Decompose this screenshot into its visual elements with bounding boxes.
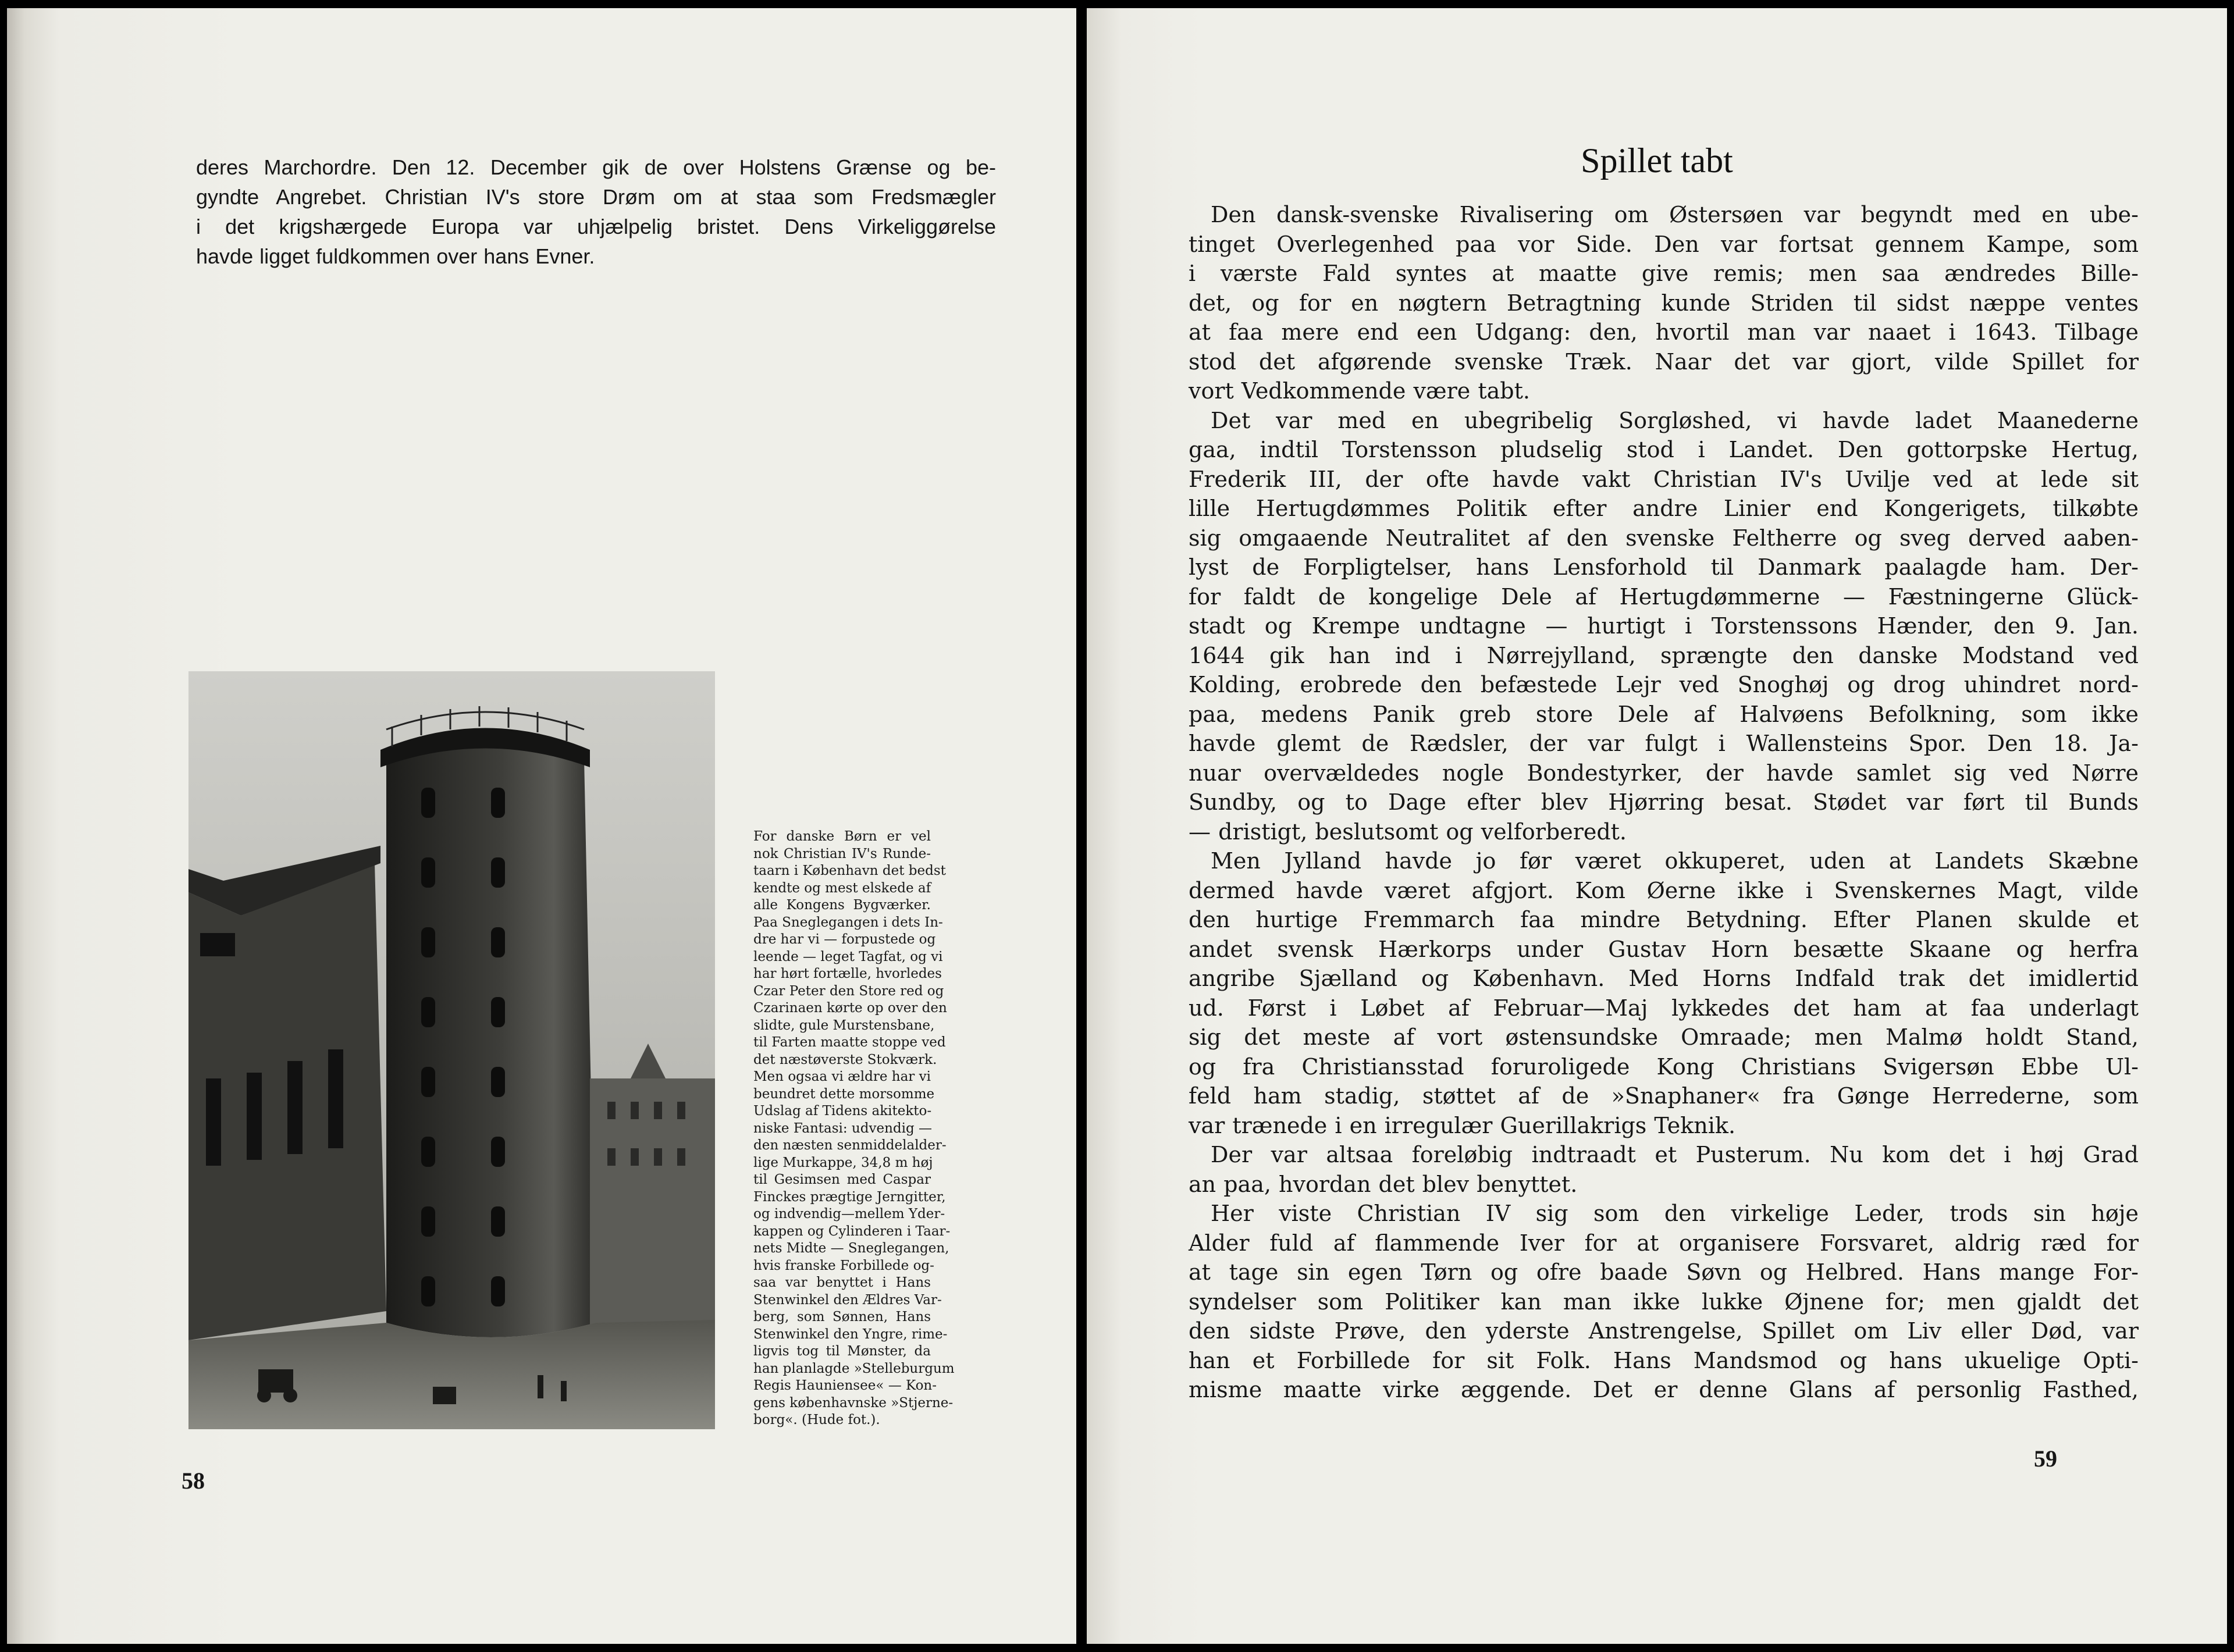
text-line: stod det afgørende svenske Træk. Naar det var gjort, vilde Spillet for <box>1189 348 2139 375</box>
text-line: — dristigt, beslutsomt og velforberedt. <box>1189 818 1627 845</box>
caption-line: hvis franske Forbillede og- <box>753 1258 934 1273</box>
text-line: han et Forbillede for sit Folk. Hans Mandsmod og hans ukuelige Opti- <box>1189 1347 2139 1373</box>
paragraph <box>1189 200 2139 406</box>
text-line: Kolding, erobrede den befæstede Lejr ved Snoghøj og drog uhindret nord- <box>1189 672 2139 697</box>
caption-line: Czar Peter den Store red og <box>753 983 944 999</box>
caption-line: For danske Børn er vel <box>753 829 931 844</box>
caption-line: beundret dette morsomme <box>753 1086 935 1102</box>
text-line: Der var altsaa foreløbig indtraadt et Pusterum. Nu kom det i høj Grad <box>1211 1142 2139 1167</box>
caption-line: kappen og Cylinderen i Taar- <box>753 1223 951 1239</box>
caption-line: Men ogsaa vi ældre har vi <box>753 1069 931 1084</box>
caption-line: Regis Hauniensee« — Kon- <box>753 1378 937 1393</box>
text-line: at faa mere end een Udgang: den, hvortil man var naaet i 1643. Tilbage <box>1189 319 2139 345</box>
text-line: Den dansk-svenske Rivalisering om Østersøen var begyndt med en ube- <box>1211 202 2139 227</box>
caption-line: Czarinaen kørte op over den <box>753 1001 947 1016</box>
caption-line: det næstøverste Stokværk. <box>753 1052 937 1067</box>
chapter-title: Spillet tabt <box>1581 141 1733 180</box>
text-line: nuar overvældedes nogle Bondestyrker, der havde samlet sig ved Nørre <box>1189 760 2139 786</box>
text-line: andet svensk Hærkorps under Gustav Horn besætte Skaane og herfra <box>1189 936 2139 962</box>
page-number-left: 58 <box>182 1468 205 1494</box>
caption-line: han planlagde »Stelleburgum <box>753 1361 955 1376</box>
text-line: i det krigshærgede Europa var uhjælpelig bristet. Dens Virkeliggørelse <box>196 215 996 238</box>
caption-line: nok Christian IV's Runde- <box>753 846 931 861</box>
left-page-text <box>196 152 996 271</box>
text-line: sig det meste af vort østensundske Omraade; men Malmø holdt Stand, <box>1189 1024 2139 1050</box>
paragraph <box>1189 406 2139 847</box>
caption-line: niske Fantasi: udvendig — <box>753 1120 932 1136</box>
right-page-text <box>1189 200 2139 1405</box>
caption-line: ligvis tog til Mønster, da <box>753 1344 931 1359</box>
caption-line: Finckes prægtige Jerngitter, <box>753 1189 946 1205</box>
text-line: Her viste Christian IV sig som den virkelige Leder, trods sin høje <box>1211 1201 2139 1226</box>
text-line: deres Marchordre. Den 12. December gik de over Holstens Grænse og be- <box>196 155 996 179</box>
tower-photo-illustration <box>188 671 715 1429</box>
caption-line: Udslag af Tidens akitekto- <box>753 1103 932 1119</box>
text-line: Frederik III, der ofte havde vakt Christian IV's Uvilje ved at lede sit <box>1189 466 2139 492</box>
text-line: og fra Christiansstad foruroligede Kong Christians Svigersøn Ebbe Ul- <box>1189 1053 2139 1080</box>
caption-line: Stenwinkel den Ældres Var- <box>753 1292 942 1308</box>
page-number-right: 59 <box>2034 1446 2057 1472</box>
paragraph <box>1189 1140 2139 1199</box>
text-line: 1644 gik han ind i Nørrejylland, sprængte den danske Modstand ved <box>1189 642 2139 668</box>
text-line: Sundby, og to Dage efter blev Hjørring besat. Stødet var ført til Bunds <box>1189 789 2139 815</box>
text-line: gaa, indtil Torstensson pludselig stod i Landet. Den gottorpske Hertug, <box>1189 437 2139 462</box>
caption-line: berg, som Sønnen, Hans <box>753 1309 931 1325</box>
text-line: for faldt de kongelige Dele af Hertugdømmerne — Fæstningerne Glück- <box>1189 583 2139 610</box>
caption-line: den næsten senmiddelalder- <box>753 1138 947 1153</box>
text-line: i værste Fald syntes at maatte give remis; men saa ændredes Bille- <box>1189 261 2139 286</box>
text-line: var trænede i en irregulær Guerillakrigs Teknik. <box>1189 1112 1736 1138</box>
text-line: feld ham stadig, støttet af de »Snaphaner« fra Gønge Herrederne, som <box>1189 1083 2139 1109</box>
text-line: det, og for en nøgtern Betragtning kunde Striden til sidst næppe ventes <box>1189 290 2139 316</box>
caption-line: nets Midte — Sneglegangen, <box>753 1241 949 1256</box>
rundetaarn-photo <box>188 671 715 1429</box>
caption-line: leende — leget Tagfat, og vi <box>753 949 943 964</box>
text-line: an paa, hvordan det blev benyttet. <box>1189 1171 1578 1197</box>
text-line: angribe Sjælland og København. Med Horns Indfald trak det imidlertid <box>1189 966 2139 991</box>
caption-line: lige Murkappe, 34,8 m høj <box>753 1155 933 1170</box>
caption-line: slidte, gule Murstensbane, <box>753 1017 935 1033</box>
caption-line: til Gesimsen med Caspar <box>753 1172 931 1187</box>
left-page <box>7 8 1076 1644</box>
caption-line: har hørt fortælle, hvorledes <box>753 966 942 981</box>
text-line: Alder fuld af flammende Iver for at organisere Forsvaret, aldrig ræd for <box>1189 1230 2139 1256</box>
caption-line: og indvendig—mellem Yder- <box>753 1206 945 1222</box>
caption-line: Paa Sneglegangen i dets In- <box>753 914 943 930</box>
caption-line: Stenwinkel den Yngre, rime- <box>753 1326 948 1342</box>
text-line: lyst de Forpligtelser, hans Lensforhold til Danmark paalagde ham. Der- <box>1189 554 2139 580</box>
caption-line: kendte og mest elskede af <box>753 880 931 896</box>
text-line: tinget Overlegenhed paa vor Side. Den var fortsat gennem Kampe, som <box>1189 231 2139 257</box>
paragraph <box>1189 1199 2139 1405</box>
caption-line: saa var benyttet i Hans <box>753 1275 931 1290</box>
photo-caption <box>753 828 955 1429</box>
caption-line: alle Kongens Bygværker. <box>753 898 931 913</box>
caption-line: gens københavnske »Stjerne- <box>753 1395 954 1411</box>
text-line: Det var med en ubegribelig Sorgløshed, vi havde ladet Maanederne <box>1211 407 2139 433</box>
text-line: den sidste Prøve, den yderste Anstrengelse, Spillet om Liv eller Død, var <box>1189 1318 2139 1344</box>
text-line: gyndte Angrebet. Christian IV's store Drøm om at staa som Fredsmægler <box>196 185 996 209</box>
text-line: Men Jylland havde jo før været okkuperet, uden at Landets Skæbne <box>1211 848 2139 874</box>
text-line: syndelser som Politiker kan man ikke lukke Øjnene for; men gjaldt det <box>1189 1288 2139 1315</box>
text-line: dermed havde været afgjort. Kom Øerne ikke i Svenskernes Magt, vilde <box>1189 877 2139 903</box>
right-page <box>1087 8 2227 1644</box>
caption-line: til Farten maatte stoppe ved <box>753 1035 946 1050</box>
text-line: paa, medens Panik greb store Dele af Halvøens Befolkning, som ikke <box>1189 701 2139 727</box>
caption-line: dre har vi — forpustede og <box>753 932 936 947</box>
text-line: lille Hertugdømmes Politik efter andre Linier end Kongerigets, tilkøbte <box>1189 496 2139 521</box>
text-line: ud. Først i Løbet af Februar—Maj lykkedes det ham at faa underlagt <box>1189 995 2139 1021</box>
caption-line: borg«. (Hude fot.). <box>753 1412 880 1427</box>
text-line: stadt og Krempe undtagne — hurtigt i Torstenssons Hænder, den 9. Jan. <box>1189 613 2139 639</box>
text-line: at tage sin egen Tørn og ofre baade Søvn og Helbred. Hans mange For- <box>1189 1259 2139 1285</box>
text-line: misme maatte virke æggende. Det er denne Glans af personlig Fasthed, <box>1189 1377 2139 1402</box>
caption-line: taarn i København det bedst <box>753 863 946 878</box>
text-line: havde glemt de Rædsler, der var fulgt i Wallensteins Spor. Den 18. Ja- <box>1189 731 2139 756</box>
text-line: havde ligget fuldkommen over hans Evner. <box>196 244 595 268</box>
paragraph <box>1189 846 2139 1140</box>
text-line: vort Vedkommende være tabt. <box>1189 378 1530 404</box>
text-line: sig omgaaende Neutralitet af den svenske Feltherre og sveg derved aaben- <box>1189 525 2139 551</box>
text-line: den hurtige Fremmarch faa mindre Betydning. Efter Planen skulde et <box>1189 907 2139 932</box>
